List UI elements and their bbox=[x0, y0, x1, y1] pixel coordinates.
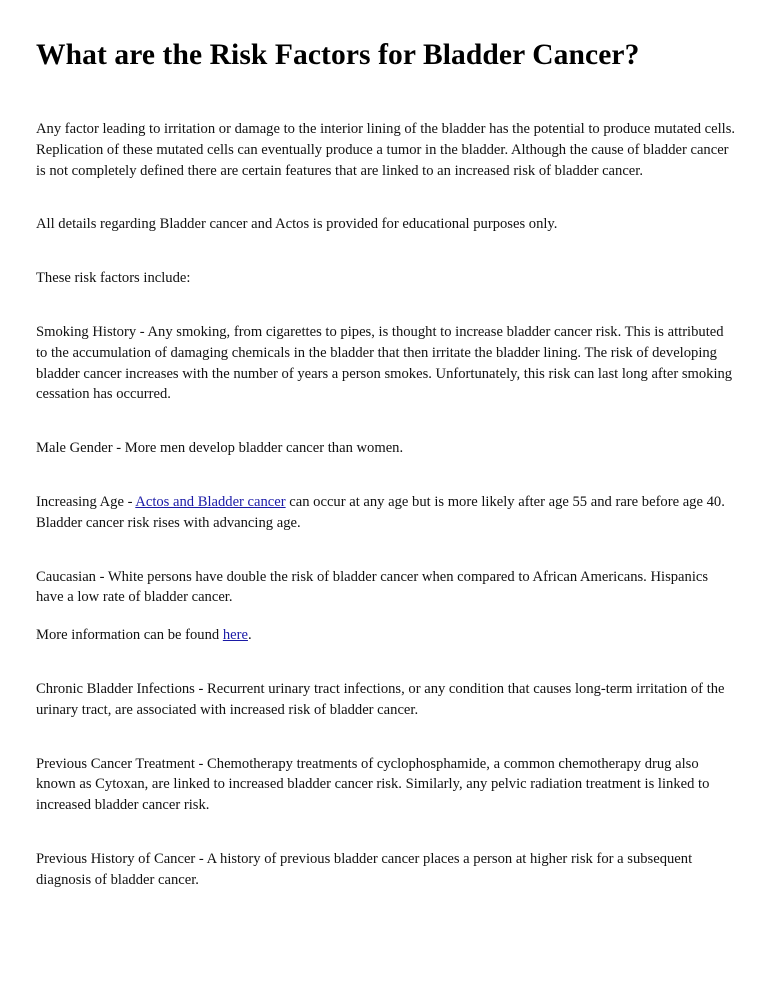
caucasian-paragraph: Caucasian - White persons have double the risk of bladder cancer when compared to African Americans. Hispanics have a low rate of bladder cancer. bbox=[36, 568, 709, 606]
age-suffix: can occur at any age but is more likely after age 55 and rare before age 40. Bladder cancer risk rises with advancing age. bbox=[36, 493, 725, 531]
increasing-age-paragraph bbox=[36, 492, 738, 534]
chronic-infections-paragraph: Chronic Bladder Infections - Recurrent urinary tract infections, or any condition that causes long-term irritation of the urinary tract, are associated with increased risk of bladder cancer. bbox=[36, 680, 725, 718]
previous-history-paragraph: Previous History of Cancer - A history of previous bladder cancer places a person at higher risk for a subsequent diagnosis of bladder cancer. bbox=[36, 850, 693, 888]
here-link[interactable]: here bbox=[222, 627, 248, 644]
smoking-history-paragraph: Smoking History - Any smoking, from cigarettes to pipes, is thought to increase bladder cancer risk. This is attributed to the accumulation of damaging chemicals in the bladder that then irritate the bladder lining. The risk of developing bladder cancer increases with the number of years a person smokes. Unfortunately, this risk can last long after smoking cessation has occurred. bbox=[36, 323, 733, 403]
more-info-suffix: . bbox=[247, 627, 252, 644]
more-info-paragraph bbox=[36, 625, 738, 646]
more-info-prefix: More information can be found bbox=[36, 627, 223, 644]
previous-treatment-paragraph: Previous Cancer Treatment - Chemotherapy treatments of cyclophosphamide, a common chemotherapy drug also known as Cytoxan, are linked to increased bladder cancer risk. Similarly, any pelvic radiation treatment is linked to increased bladder cancer risk. bbox=[36, 755, 710, 814]
male-gender-paragraph: Male Gender - More men develop bladder cancer than women. bbox=[36, 440, 404, 457]
disclaimer-paragraph: All details regarding Bladder cancer and Actos is provided for educational purposes only. bbox=[36, 216, 558, 233]
actos-bladder-cancer-link[interactable]: Actos and Bladder cancer bbox=[135, 493, 286, 510]
intro-paragraph: Any factor leading to irritation or damage to the interior lining of the bladder has the potential to produce mutated cells. Replication of these mutated cells can eventually produce a tumor in the bladder. Although the cause of bladder cancer is not completely defined there are certain features that are linked to an increased risk of bladder cancer. bbox=[36, 121, 736, 179]
page-title: What are the Risk Factors for Bladder Cancer? bbox=[36, 39, 640, 71]
risk-factors-intro: These risk factors include: bbox=[36, 270, 191, 287]
age-prefix: Increasing Age - bbox=[36, 493, 136, 510]
